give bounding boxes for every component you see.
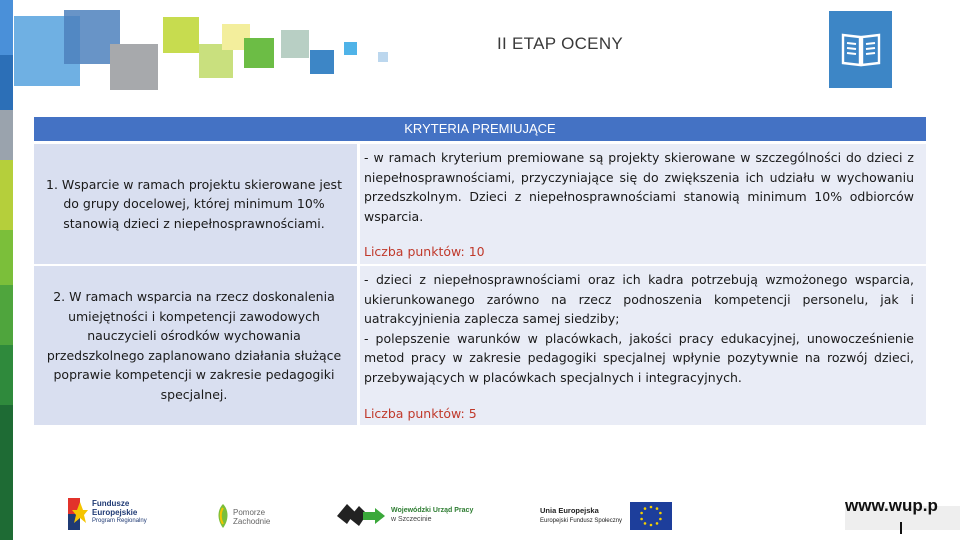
ue-line1: Unia Europejska — [540, 506, 599, 515]
wup-line2: w Szczecinie — [391, 516, 432, 523]
fe-line2: Europejskie — [92, 508, 138, 517]
description-line: - dzieci z niepełnosprawnościami oraz ich kadra potrzebują wzmożonego wsparcia, ukierunkowanego zarówno na rzecz podnoszenia kompetencji personelu, jak i uatrakcyjnienia zaplecza samej siedziby; — [364, 272, 914, 326]
wup-mark-icon — [337, 500, 387, 530]
description-cell — [360, 266, 926, 425]
criterion-cell — [34, 266, 354, 425]
points-label: Liczba punktów: 10 — [364, 244, 485, 259]
book-tile — [829, 11, 892, 88]
pomorze-mark-icon — [215, 502, 231, 530]
table-row — [34, 266, 926, 425]
points-label: Liczba punktów: 5 — [364, 406, 477, 421]
pomorze-line1: Pomorze — [233, 508, 266, 517]
criterion-description — [364, 270, 914, 387]
fe-star-icon — [66, 496, 88, 532]
ue-line2: Europejski Fundusz Społeczny — [540, 518, 623, 524]
logo-fundusze-europejskie — [66, 496, 186, 534]
criterion-cell — [34, 144, 354, 264]
wup-line1: Wojewódzki Urząd Pracy — [391, 507, 474, 514]
table-row — [34, 144, 926, 264]
criteria-table-heading: KRYTERIA PREMIUJĄCE — [404, 121, 556, 136]
criterion-text: 2. W ramach wsparcia na rzecz doskonalenia umiejętności i kompetencji zawodowych nauczycieli ośrodków wychowania przedszkolnego zaplanowano działania służące poprawie kompetencji w zakresie pedagogiki specjalnej. — [46, 289, 342, 402]
website-url[interactable]: www.wup.p — [845, 496, 938, 515]
description-cell — [360, 144, 926, 264]
fe-line3: Program Regionalny — [92, 518, 147, 524]
page-title: II ETAP OCENY — [496, 34, 624, 53]
book-icon — [839, 29, 883, 69]
logo-unia-europejska — [540, 502, 680, 532]
criterion-description: - w ramach kryterium premiowane są projekty skierowane w szczególności do dzieci z niepełnosprawnościami, przyczyniające się do zwiększenia ich udziału w wychowaniu przedszkolnym. Dzieci z niepełnosprawnościami stanowią minimum 10% odbiorców wsparcia. — [364, 150, 914, 224]
fe-line1: Fundusze — [92, 499, 130, 508]
pomorze-line2: Zachodnie — [233, 517, 271, 526]
logo-pomorze-zachodnie — [215, 500, 285, 534]
eu-flag-icon — [630, 502, 672, 530]
criterion-text: 1. Wsparcie w ramach projektu skierowane jest do grupy docelowej, której minimum 10% stanowią dzieci z niepełnosprawnościami. — [46, 176, 342, 231]
text-cursor — [900, 522, 902, 534]
logo-wup — [337, 500, 487, 532]
criteria-table-header — [34, 117, 926, 141]
description-line: - polepszenie warunków w placówkach, jakości pracy edukacyjnej, unowocześnienie metod pracy w zakresie pedagogiki specjalnej wpłynie pozytywnie na rozwój dzieci, przebywających w placówkach specjalnych i integracyjnych. — [364, 330, 914, 385]
